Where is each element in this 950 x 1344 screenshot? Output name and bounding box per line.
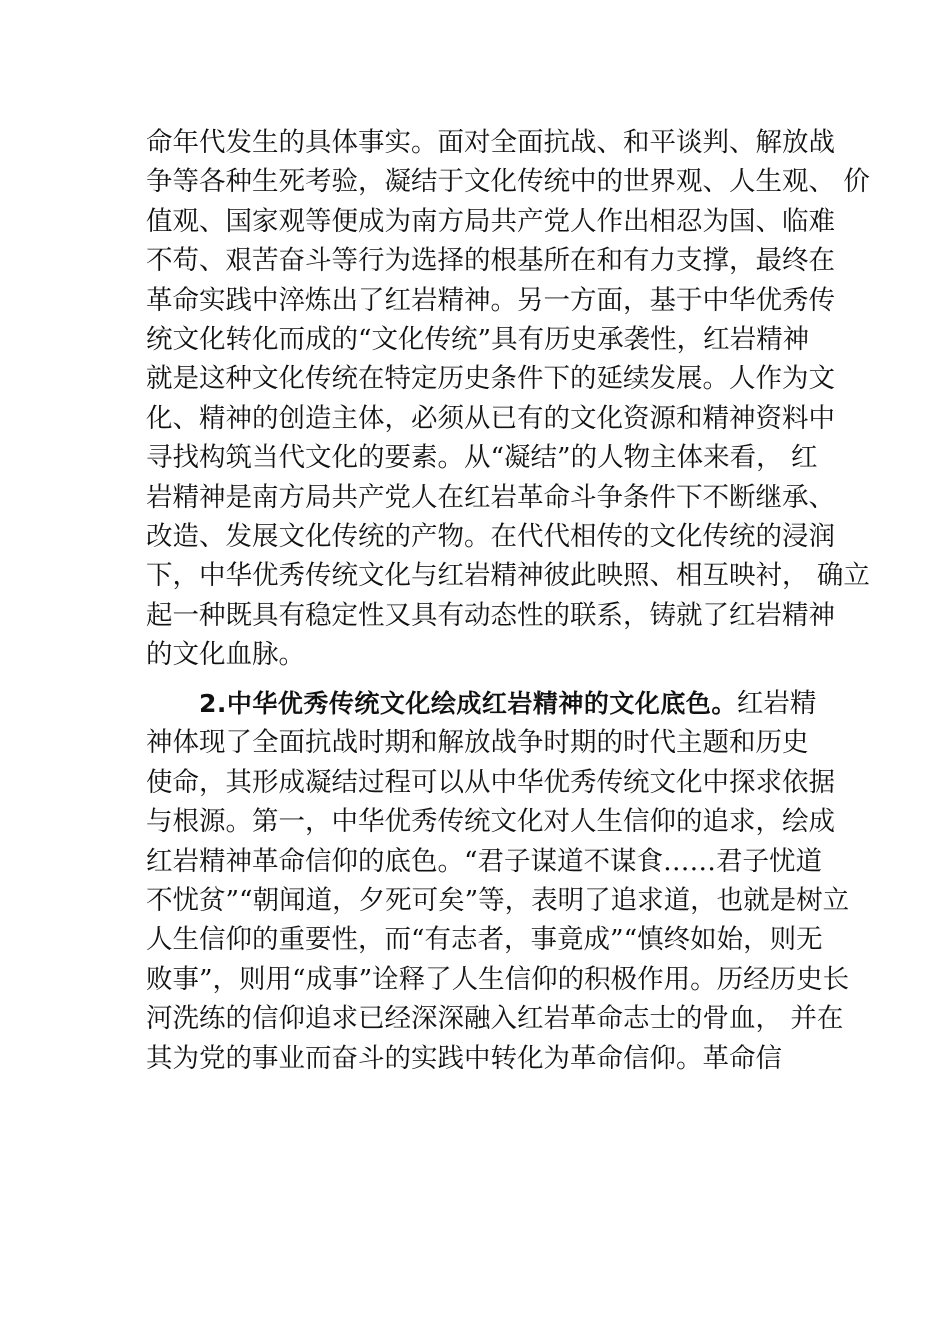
paragraph-line: 改造、发展文化传统的产物。在代代相传的文化传统的浸润 — [146, 520, 835, 552]
paragraph-line: 使命，其形成凝结过程可以从中华优秀传统文化中探求依据 — [146, 766, 835, 798]
paragraph-line: 河洗练的信仰追求已经深深融入红岩革命志士的骨血， 并在 — [146, 1003, 844, 1035]
paragraph-line: 人生信仰的重要性，而“有志者，事竟成”“慎终如始，则无 — [146, 924, 823, 956]
paragraph-line: 起一种既具有稳定性又具有动态性的联系，铸就了红岩精神 — [146, 599, 835, 631]
paragraph-line: 不苟、艰苦奋斗等行为选择的根基所在和有力支撑，最终在 — [146, 245, 835, 277]
paragraph-line: 与根源。第一，中华优秀传统文化对人生信仰的追求，绘成 — [146, 806, 835, 838]
paragraph-line: 其为党的事业而奋斗的实践中转化为革命信仰。革命信 — [146, 1042, 782, 1074]
paragraph-line: 下，中华优秀传统文化与红岩精神彼此映照、相互映衬， 确立 — [146, 560, 870, 592]
paragraph-line: 的文化血脉。 — [146, 639, 305, 671]
paragraph-line: 就是这种文化传统在特定历史条件下的延续发展。人作为文 — [146, 363, 835, 395]
paragraph-2 — [146, 684, 850, 1078]
paragraph-line: 统文化转化而成的“文化传统”具有历史承袭性，红岩精神 — [146, 323, 810, 355]
paragraph-line: 革命实践中淬炼出了红岩精神。另一方面，基于中华优秀传 — [146, 284, 835, 316]
paragraph-line: 命年代发生的具体事实。面对全面抗战、和平谈判、解放战 — [146, 127, 835, 158]
paragraph-first-line — [146, 684, 817, 723]
paragraph-line: 红岩精神革命信仰的底色。“君子谋道不谋食……君子忧道 — [146, 845, 823, 877]
paragraph-line: 神体现了全面抗战时期和解放战争时期的时代主题和历史 — [146, 727, 809, 759]
paragraph-line: 寻找构筑当代文化的要素。从“凝结”的人物主体来看， 红 — [146, 442, 818, 474]
paragraph-1 — [146, 123, 870, 674]
section-heading: 2.中华优秀传统文化绘成红岩精神的文化底色。 — [199, 689, 737, 718]
paragraph-line: 岩精神是南方局共产党人在红岩革命斗争条件下不断继承、 — [146, 481, 835, 513]
paragraph-line: 败事”，则用“成事”诠释了人生信仰的积极作用。历经历史长 — [146, 963, 850, 995]
paragraph-line: 化、精神的创造主体，必须从已有的文化资源和精神资料中 — [146, 402, 835, 434]
paragraph-line: 争等各种生死考验，凝结于文化传统中的世界观、人生观、 价 — [146, 166, 870, 198]
paragraph-line: 值观、国家观等便成为南方局共产党人作出相忍为国、临难 — [146, 205, 835, 237]
paragraph-line: 不忧贫”“朝闻道，夕死可矣”等，表明了追求道，也就是树立 — [146, 884, 850, 916]
heading-continuation: 红岩精 — [736, 688, 817, 719]
